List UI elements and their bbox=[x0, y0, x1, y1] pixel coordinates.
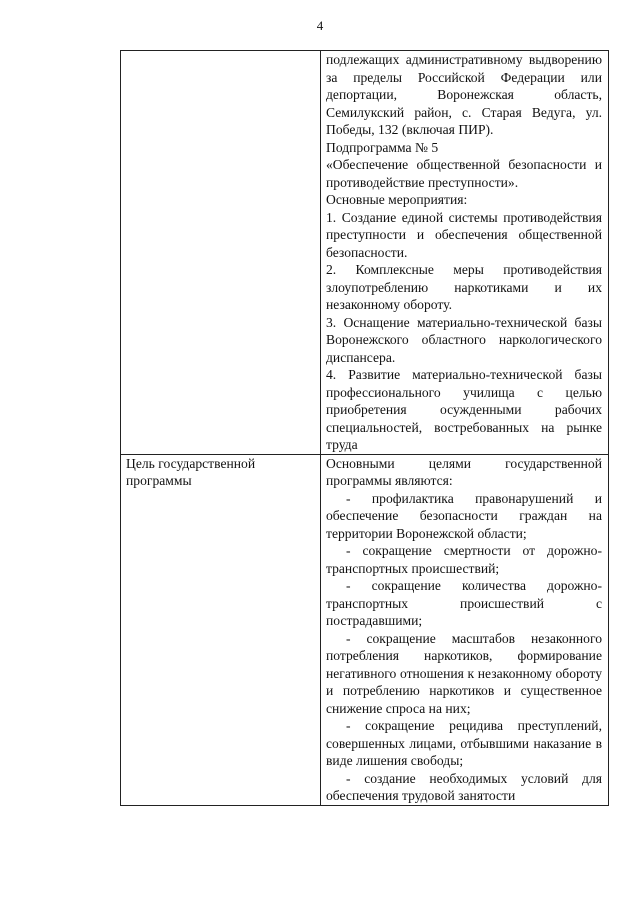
goal-item: - сокращение рецидива преступлений, совершенных лицами, отбывшими наказание в виде лишения свободы; bbox=[326, 718, 602, 768]
activity-item: 3. Оснащение материально-технической базы Воронежского областного наркологического диспансера. bbox=[326, 314, 602, 365]
activity-item: 1. Создание единой системы противодействия преступности и обеспечения общественной безопасности. bbox=[326, 209, 602, 260]
passport-table bbox=[120, 50, 609, 806]
content-paragraph: подлежащих административному выдворению за пределы Российской Федерации или депортации, Воронежская область, Семилукский район, с. Старая Ведуга, ул. Победы, 132 (включая ПИР). bbox=[326, 52, 602, 137]
main-activities-heading: Основные мероприятия: bbox=[326, 192, 468, 207]
row-content bbox=[321, 454, 609, 805]
goal-item: - сокращение количества дорожно-транспортных происшествий с пострадавшими; bbox=[326, 578, 602, 628]
goal-item: - сокращение масштабов незаконного потребления наркотиков, формирование негативного отношения к незаконному обороту и потреблению наркотиков и существенное снижение спроса на них; bbox=[326, 630, 602, 716]
goal-item: - создание необходимых условий для обеспечения трудовой занятости bbox=[326, 770, 602, 803]
goal-item: - профилактика правонарушений и обеспечение безопасности граждан на территории Воронежской области; bbox=[326, 490, 602, 541]
table-row bbox=[121, 454, 609, 805]
activity-item: 2. Комплексные меры противодействия злоупотреблению наркотиками и их незаконному обороту. bbox=[326, 262, 602, 312]
page-number: 4 bbox=[316, 18, 324, 33]
subprogram-number: Подпрограмма № 5 bbox=[326, 139, 439, 155]
goal-item: - сокращение смертности от дорожно-транспортных происшествий; bbox=[326, 543, 602, 576]
goals-intro: Основными целями государственной программы являются: bbox=[326, 455, 602, 488]
activity-item: 4. Развитие материально-технической базы профессионального училища с целью приобретения осужденными рабочих специальностей, востребованных на рынке труда bbox=[326, 367, 602, 452]
row-content bbox=[321, 51, 609, 455]
row-label bbox=[121, 454, 321, 805]
row-label bbox=[121, 51, 321, 455]
subprogram-title: «Обеспечение общественной безопасности и противодействие преступности». bbox=[326, 157, 602, 190]
goal-label: Цель государственной программы bbox=[126, 455, 256, 488]
table-row bbox=[121, 51, 609, 455]
